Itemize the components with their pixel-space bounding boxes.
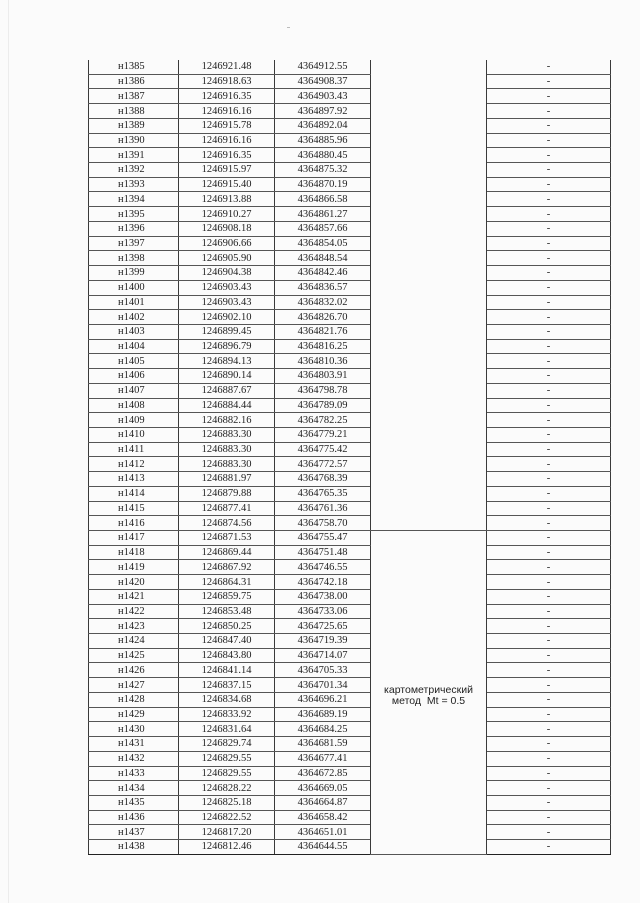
table-row (89, 369, 611, 384)
x-coordinate-cell: 1246831.64 (179, 722, 275, 737)
table-row (89, 678, 611, 693)
accuracy-dash-cell: - (487, 575, 611, 590)
y-coordinate-cell: 4364854.05 (275, 236, 371, 251)
table-row (89, 427, 611, 442)
accuracy-dash-cell: - (487, 398, 611, 413)
accuracy-dash-cell: - (487, 177, 611, 192)
table-row (89, 383, 611, 398)
y-coordinate-cell: 4364746.55 (275, 560, 371, 575)
y-coordinate-cell: 4364826.70 (275, 310, 371, 325)
x-coordinate-cell: 1246882.16 (179, 413, 275, 428)
accuracy-dash-cell: - (487, 766, 611, 781)
accuracy-dash-cell: - (487, 486, 611, 501)
point-id-cell: н1429 (89, 707, 179, 722)
y-coordinate-cell: 4364672.85 (275, 766, 371, 781)
accuracy-dash-cell: - (487, 795, 611, 810)
table-row (89, 472, 611, 487)
table-row (89, 737, 611, 752)
point-id-cell: н1422 (89, 604, 179, 619)
x-coordinate-cell: 1246916.16 (179, 133, 275, 148)
table-row (89, 795, 611, 810)
table-row (89, 310, 611, 325)
y-coordinate-cell: 4364701.34 (275, 678, 371, 693)
table-row (89, 177, 611, 192)
x-coordinate-cell: 1246890.14 (179, 369, 275, 384)
x-coordinate-cell: 1246884.44 (179, 398, 275, 413)
point-id-cell: н1392 (89, 163, 179, 178)
accuracy-dash-cell: - (487, 280, 611, 295)
point-id-cell: н1428 (89, 692, 179, 707)
x-coordinate-cell: 1246837.15 (179, 678, 275, 693)
table-row (89, 707, 611, 722)
y-coordinate-cell: 4364912.55 (275, 60, 371, 74)
point-id-cell: н1418 (89, 545, 179, 560)
point-id-cell: н1419 (89, 560, 179, 575)
x-coordinate-cell: 1246829.55 (179, 766, 275, 781)
y-coordinate-cell: 4364821.76 (275, 324, 371, 339)
y-coordinate-cell: 4364798.78 (275, 383, 371, 398)
table-row (89, 118, 611, 133)
y-coordinate-cell: 4364772.57 (275, 457, 371, 472)
point-id-cell: н1411 (89, 442, 179, 457)
y-coordinate-cell: 4364681.59 (275, 737, 371, 752)
point-id-cell: н1417 (89, 531, 179, 546)
y-coordinate-cell: 4364779.21 (275, 427, 371, 442)
y-coordinate-cell: 4364885.96 (275, 133, 371, 148)
point-id-cell: н1385 (89, 60, 179, 74)
x-coordinate-cell: 1246834.68 (179, 692, 275, 707)
x-coordinate-cell: 1246833.92 (179, 707, 275, 722)
table-row (89, 442, 611, 457)
table-row (89, 89, 611, 104)
x-coordinate-cell: 1246908.18 (179, 221, 275, 236)
x-coordinate-cell: 1246910.27 (179, 207, 275, 222)
table-row (89, 825, 611, 840)
y-coordinate-cell: 4364810.36 (275, 354, 371, 369)
point-id-cell: н1404 (89, 339, 179, 354)
point-id-cell: н1427 (89, 678, 179, 693)
y-coordinate-cell: 4364733.06 (275, 604, 371, 619)
method-cell (371, 531, 487, 855)
y-coordinate-cell: 4364684.25 (275, 722, 371, 737)
point-id-cell: н1414 (89, 486, 179, 501)
y-coordinate-cell: 4364714.07 (275, 648, 371, 663)
x-coordinate-cell: 1246859.75 (179, 589, 275, 604)
table-row (89, 589, 611, 604)
x-coordinate-cell: 1246822.52 (179, 810, 275, 825)
x-coordinate-cell: 1246883.30 (179, 442, 275, 457)
y-coordinate-cell: 4364751.48 (275, 545, 371, 560)
accuracy-dash-cell: - (487, 501, 611, 516)
y-coordinate-cell: 4364758.70 (275, 516, 371, 531)
point-id-cell: н1403 (89, 324, 179, 339)
coordinates-table (88, 60, 611, 855)
accuracy-dash-cell: - (487, 74, 611, 89)
table-row (89, 810, 611, 825)
accuracy-dash-cell: - (487, 678, 611, 693)
point-id-cell: н1401 (89, 295, 179, 310)
table-row (89, 192, 611, 207)
accuracy-dash-cell: - (487, 236, 611, 251)
y-coordinate-cell: 4364848.54 (275, 251, 371, 266)
y-coordinate-cell: 4364857.66 (275, 221, 371, 236)
accuracy-dash-cell: - (487, 825, 611, 840)
table-row (89, 531, 611, 546)
accuracy-dash-cell: - (487, 339, 611, 354)
point-id-cell: н1407 (89, 383, 179, 398)
scan-mark (287, 27, 290, 28)
y-coordinate-cell: 4364644.55 (275, 840, 371, 855)
table-row (89, 781, 611, 796)
accuracy-dash-cell: - (487, 310, 611, 325)
accuracy-dash-cell: - (487, 354, 611, 369)
table-row (89, 575, 611, 590)
x-coordinate-cell: 1246867.92 (179, 560, 275, 575)
x-coordinate-cell: 1246829.55 (179, 751, 275, 766)
point-id-cell: н1434 (89, 781, 179, 796)
accuracy-dash-cell: - (487, 118, 611, 133)
accuracy-dash-cell: - (487, 810, 611, 825)
accuracy-dash-cell: - (487, 457, 611, 472)
point-id-cell: н1433 (89, 766, 179, 781)
x-coordinate-cell: 1246847.40 (179, 634, 275, 649)
y-coordinate-cell: 4364755.47 (275, 531, 371, 546)
table-row (89, 840, 611, 855)
accuracy-dash-cell: - (487, 266, 611, 281)
point-id-cell: н1400 (89, 280, 179, 295)
x-coordinate-cell: 1246887.67 (179, 383, 275, 398)
accuracy-dash-cell: - (487, 692, 611, 707)
y-coordinate-cell: 4364782.25 (275, 413, 371, 428)
x-coordinate-cell: 1246877.41 (179, 501, 275, 516)
point-id-cell: н1424 (89, 634, 179, 649)
accuracy-dash-cell: - (487, 133, 611, 148)
accuracy-dash-cell: - (487, 722, 611, 737)
method-line-1: картометрический (384, 684, 473, 697)
method-cell-empty (371, 60, 487, 531)
table-row (89, 663, 611, 678)
x-coordinate-cell: 1246841.14 (179, 663, 275, 678)
y-coordinate-cell: 4364861.27 (275, 207, 371, 222)
x-coordinate-cell: 1246916.35 (179, 148, 275, 163)
accuracy-dash-cell: - (487, 104, 611, 119)
y-coordinate-cell: 4364832.02 (275, 295, 371, 310)
x-coordinate-cell: 1246915.97 (179, 163, 275, 178)
table-row (89, 545, 611, 560)
table-row (89, 339, 611, 354)
point-id-cell: н1412 (89, 457, 179, 472)
y-coordinate-cell: 4364689.19 (275, 707, 371, 722)
y-coordinate-cell: 4364836.57 (275, 280, 371, 295)
point-id-cell: н1386 (89, 74, 179, 89)
x-coordinate-cell: 1246828.22 (179, 781, 275, 796)
point-id-cell: н1398 (89, 251, 179, 266)
x-coordinate-cell: 1246913.88 (179, 192, 275, 207)
point-id-cell: н1394 (89, 192, 179, 207)
x-coordinate-cell: 1246871.53 (179, 531, 275, 546)
y-coordinate-cell: 4364719.39 (275, 634, 371, 649)
accuracy-dash-cell: - (487, 427, 611, 442)
x-coordinate-cell: 1246853.48 (179, 604, 275, 619)
point-id-cell: н1421 (89, 589, 179, 604)
point-id-cell: н1435 (89, 795, 179, 810)
point-id-cell: н1393 (89, 177, 179, 192)
x-coordinate-cell: 1246843.80 (179, 648, 275, 663)
x-coordinate-cell: 1246906.66 (179, 236, 275, 251)
point-id-cell: н1410 (89, 427, 179, 442)
y-coordinate-cell: 4364761.36 (275, 501, 371, 516)
point-id-cell: н1389 (89, 118, 179, 133)
x-coordinate-cell: 1246881.97 (179, 472, 275, 487)
x-coordinate-cell: 1246921.48 (179, 60, 275, 74)
y-coordinate-cell: 4364738.00 (275, 589, 371, 604)
point-id-cell: н1399 (89, 266, 179, 281)
y-coordinate-cell: 4364742.18 (275, 575, 371, 590)
x-coordinate-cell: 1246879.88 (179, 486, 275, 501)
accuracy-dash-cell: - (487, 604, 611, 619)
table-row (89, 560, 611, 575)
table-row (89, 604, 611, 619)
x-coordinate-cell: 1246904.38 (179, 266, 275, 281)
point-id-cell: н1425 (89, 648, 179, 663)
table-row (89, 324, 611, 339)
accuracy-dash-cell: - (487, 619, 611, 634)
point-id-cell: н1396 (89, 221, 179, 236)
accuracy-dash-cell: - (487, 192, 611, 207)
accuracy-dash-cell: - (487, 251, 611, 266)
y-coordinate-cell: 4364696.21 (275, 692, 371, 707)
point-id-cell: н1416 (89, 516, 179, 531)
page-edge-line (8, 0, 9, 903)
table-row (89, 501, 611, 516)
y-coordinate-cell: 4364897.92 (275, 104, 371, 119)
point-id-cell: н1420 (89, 575, 179, 590)
y-coordinate-cell: 4364842.46 (275, 266, 371, 281)
x-coordinate-cell: 1246915.40 (179, 177, 275, 192)
table-row (89, 766, 611, 781)
y-coordinate-cell: 4364903.43 (275, 89, 371, 104)
table-row (89, 60, 611, 74)
point-id-cell: н1387 (89, 89, 179, 104)
table-row (89, 207, 611, 222)
point-id-cell: н1423 (89, 619, 179, 634)
accuracy-dash-cell: - (487, 545, 611, 560)
point-id-cell: н1388 (89, 104, 179, 119)
point-id-cell: н1409 (89, 413, 179, 428)
accuracy-dash-cell: - (487, 751, 611, 766)
accuracy-dash-cell: - (487, 560, 611, 575)
accuracy-dash-cell: - (487, 737, 611, 752)
accuracy-dash-cell: - (487, 648, 611, 663)
x-coordinate-cell: 1246905.90 (179, 251, 275, 266)
x-coordinate-cell: 1246874.56 (179, 516, 275, 531)
x-coordinate-cell: 1246916.35 (179, 89, 275, 104)
table-row (89, 648, 611, 663)
x-coordinate-cell: 1246902.10 (179, 310, 275, 325)
y-coordinate-cell: 4364908.37 (275, 74, 371, 89)
x-coordinate-cell: 1246916.16 (179, 104, 275, 119)
accuracy-dash-cell: - (487, 531, 611, 546)
x-coordinate-cell: 1246829.74 (179, 737, 275, 752)
table-row (89, 692, 611, 707)
accuracy-dash-cell: - (487, 221, 611, 236)
y-coordinate-cell: 4364803.91 (275, 369, 371, 384)
y-coordinate-cell: 4364768.39 (275, 472, 371, 487)
point-id-cell: н1395 (89, 207, 179, 222)
accuracy-dash-cell: - (487, 369, 611, 384)
table-row (89, 221, 611, 236)
x-coordinate-cell: 1246899.45 (179, 324, 275, 339)
accuracy-dash-cell: - (487, 295, 611, 310)
table-row (89, 619, 611, 634)
point-id-cell: н1390 (89, 133, 179, 148)
point-id-cell: н1436 (89, 810, 179, 825)
x-coordinate-cell: 1246903.43 (179, 280, 275, 295)
accuracy-dash-cell: - (487, 781, 611, 796)
y-coordinate-cell: 4364664.87 (275, 795, 371, 810)
point-id-cell: н1426 (89, 663, 179, 678)
x-coordinate-cell: 1246817.20 (179, 825, 275, 840)
y-coordinate-cell: 4364866.58 (275, 192, 371, 207)
accuracy-dash-cell: - (487, 840, 611, 855)
x-coordinate-cell: 1246812.46 (179, 840, 275, 855)
table-row (89, 266, 611, 281)
y-coordinate-cell: 4364870.19 (275, 177, 371, 192)
x-coordinate-cell: 1246903.43 (179, 295, 275, 310)
table-row (89, 634, 611, 649)
accuracy-dash-cell: - (487, 634, 611, 649)
accuracy-dash-cell: - (487, 89, 611, 104)
x-coordinate-cell: 1246850.25 (179, 619, 275, 634)
y-coordinate-cell: 4364775.42 (275, 442, 371, 457)
table-row (89, 74, 611, 89)
accuracy-dash-cell: - (487, 60, 611, 74)
y-coordinate-cell: 4364677.41 (275, 751, 371, 766)
accuracy-dash-cell: - (487, 516, 611, 531)
table-row (89, 457, 611, 472)
y-coordinate-cell: 4364765.35 (275, 486, 371, 501)
y-coordinate-cell: 4364875.32 (275, 163, 371, 178)
table-row (89, 486, 611, 501)
coordinates-table-body (89, 60, 611, 854)
y-coordinate-cell: 4364651.01 (275, 825, 371, 840)
table-row (89, 236, 611, 251)
x-coordinate-cell: 1246883.30 (179, 427, 275, 442)
table-row (89, 280, 611, 295)
x-coordinate-cell: 1246864.31 (179, 575, 275, 590)
table-row (89, 516, 611, 531)
table-row (89, 751, 611, 766)
y-coordinate-cell: 4364725.65 (275, 619, 371, 634)
accuracy-dash-cell: - (487, 413, 611, 428)
x-coordinate-cell: 1246869.44 (179, 545, 275, 560)
point-id-cell: н1408 (89, 398, 179, 413)
table-row (89, 354, 611, 369)
accuracy-dash-cell: - (487, 207, 611, 222)
point-id-cell: н1430 (89, 722, 179, 737)
table-row (89, 413, 611, 428)
method-line-2: метод Mt = 0.5 (391, 695, 466, 708)
point-id-cell: н1437 (89, 825, 179, 840)
table-row (89, 251, 611, 266)
point-id-cell: н1406 (89, 369, 179, 384)
x-coordinate-cell: 1246918.63 (179, 74, 275, 89)
x-coordinate-cell: 1246825.18 (179, 795, 275, 810)
x-coordinate-cell: 1246915.78 (179, 118, 275, 133)
point-id-cell: н1405 (89, 354, 179, 369)
accuracy-dash-cell: - (487, 663, 611, 678)
accuracy-dash-cell: - (487, 383, 611, 398)
y-coordinate-cell: 4364789.09 (275, 398, 371, 413)
x-coordinate-cell: 1246894.13 (179, 354, 275, 369)
y-coordinate-cell: 4364705.33 (275, 663, 371, 678)
point-id-cell: н1397 (89, 236, 179, 251)
accuracy-dash-cell: - (487, 324, 611, 339)
table-row (89, 133, 611, 148)
accuracy-dash-cell: - (487, 472, 611, 487)
point-id-cell: н1415 (89, 501, 179, 516)
table-row (89, 398, 611, 413)
accuracy-dash-cell: - (487, 442, 611, 457)
point-id-cell: н1391 (89, 148, 179, 163)
accuracy-dash-cell: - (487, 148, 611, 163)
point-id-cell: н1413 (89, 472, 179, 487)
table-row (89, 104, 611, 119)
x-coordinate-cell: 1246883.30 (179, 457, 275, 472)
table-row (89, 163, 611, 178)
x-coordinate-cell: 1246896.79 (179, 339, 275, 354)
accuracy-dash-cell: - (487, 163, 611, 178)
accuracy-dash-cell: - (487, 707, 611, 722)
point-id-cell: н1432 (89, 751, 179, 766)
table-row (89, 722, 611, 737)
point-id-cell: н1438 (89, 840, 179, 855)
table-row (89, 295, 611, 310)
accuracy-dash-cell: - (487, 589, 611, 604)
y-coordinate-cell: 4364669.05 (275, 781, 371, 796)
y-coordinate-cell: 4364880.45 (275, 148, 371, 163)
y-coordinate-cell: 4364816.25 (275, 339, 371, 354)
table-row (89, 148, 611, 163)
point-id-cell: н1431 (89, 737, 179, 752)
point-id-cell: н1402 (89, 310, 179, 325)
y-coordinate-cell: 4364658.42 (275, 810, 371, 825)
y-coordinate-cell: 4364892.04 (275, 118, 371, 133)
